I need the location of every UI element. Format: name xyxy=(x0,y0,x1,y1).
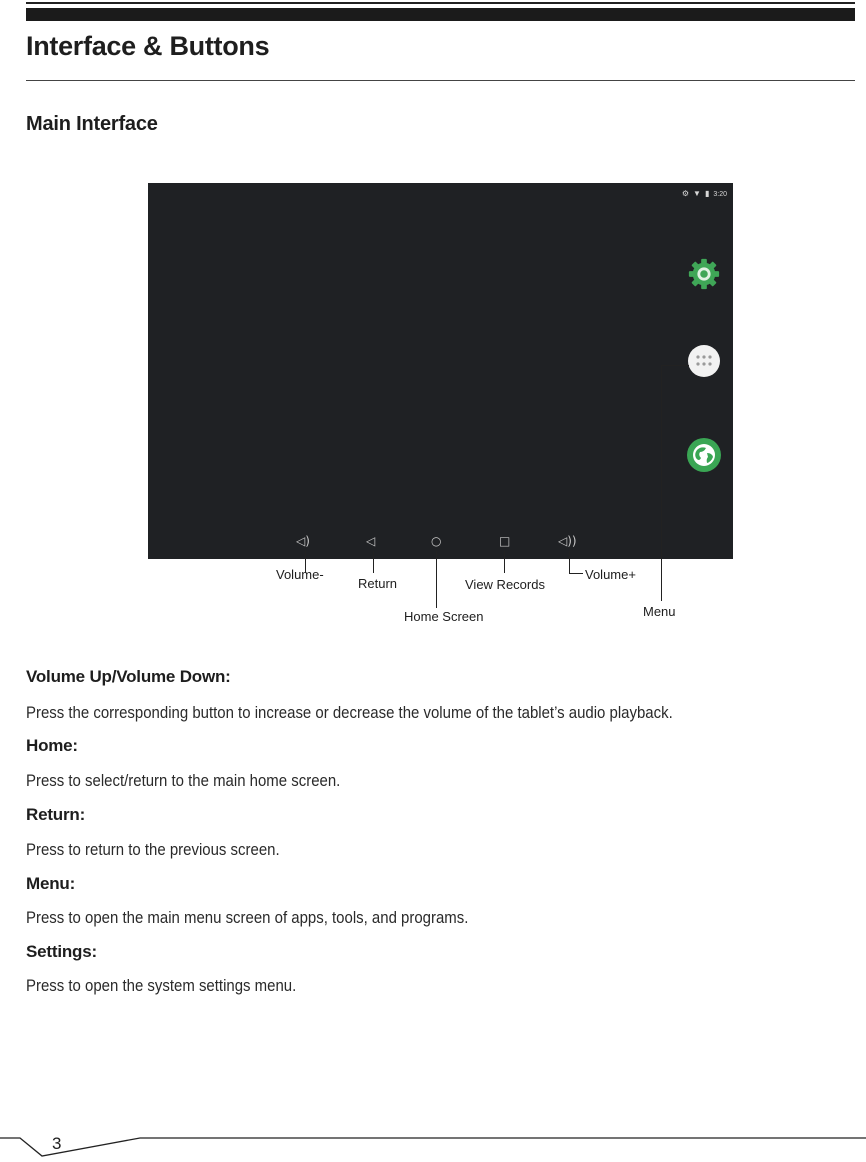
text-home: Press to select/return to the main home screen. xyxy=(26,771,341,790)
heading-volume: Volume Up/Volume Down: xyxy=(26,667,231,686)
recents-icon[interactable]: □ xyxy=(499,534,511,548)
callout-line-menu-v xyxy=(661,365,662,601)
callout-line-home xyxy=(436,551,437,608)
app-drawer-icon[interactable] xyxy=(688,345,720,377)
wifi-icon: ▼ xyxy=(693,189,701,198)
heading-menu: Menu: xyxy=(26,874,76,893)
footer-rule xyxy=(0,1128,866,1162)
page-number: 3 xyxy=(52,1134,62,1153)
callout-line-volume-up-v xyxy=(569,551,570,573)
back-icon[interactable]: ◁ xyxy=(366,534,376,548)
volume-down-icon[interactable]: ◁) xyxy=(296,534,310,548)
label-view-records: View Records xyxy=(465,577,545,592)
title-rule xyxy=(26,80,855,81)
settings-icon: ⚙ xyxy=(681,189,690,198)
volume-up-icon[interactable]: ◁)) xyxy=(558,534,577,548)
heading-home: Home: xyxy=(26,736,78,755)
label-volume-down: Volume- xyxy=(276,567,324,582)
callout-line-view-records xyxy=(504,551,505,573)
browser-icon[interactable] xyxy=(687,438,721,472)
text-volume: Press the corresponding button to increase or decrease the volume of the tablet’s audio playback. xyxy=(26,703,673,722)
page-title: Interface & Buttons xyxy=(26,31,270,61)
status-time: 3:20 xyxy=(713,190,727,198)
heading-return: Return: xyxy=(26,805,86,824)
home-icon[interactable]: ○ xyxy=(431,534,442,548)
callout-line-volume-up-h xyxy=(569,573,583,574)
text-settings: Press to open the system settings menu. xyxy=(26,976,297,995)
text-menu: Press to open the main menu screen of apps, tools, and programs. xyxy=(26,908,469,927)
settings-app-icon[interactable] xyxy=(687,257,721,291)
status-bar xyxy=(682,188,727,200)
callout-line-menu-h xyxy=(661,365,689,366)
section-title: Main Interface xyxy=(26,113,158,135)
battery-icon: ▮ xyxy=(704,189,710,198)
top-rule-thick xyxy=(26,8,855,21)
tablet-screen xyxy=(148,183,733,559)
heading-settings: Settings: xyxy=(26,942,97,961)
label-volume-up: Volume+ xyxy=(585,567,636,582)
callout-line-return xyxy=(373,551,374,573)
label-return: Return xyxy=(358,576,398,591)
text-return: Press to return to the previous screen. xyxy=(26,840,280,859)
top-rule-thin xyxy=(26,2,855,4)
label-menu: Menu xyxy=(643,604,676,619)
label-home-screen: Home Screen xyxy=(404,609,484,624)
